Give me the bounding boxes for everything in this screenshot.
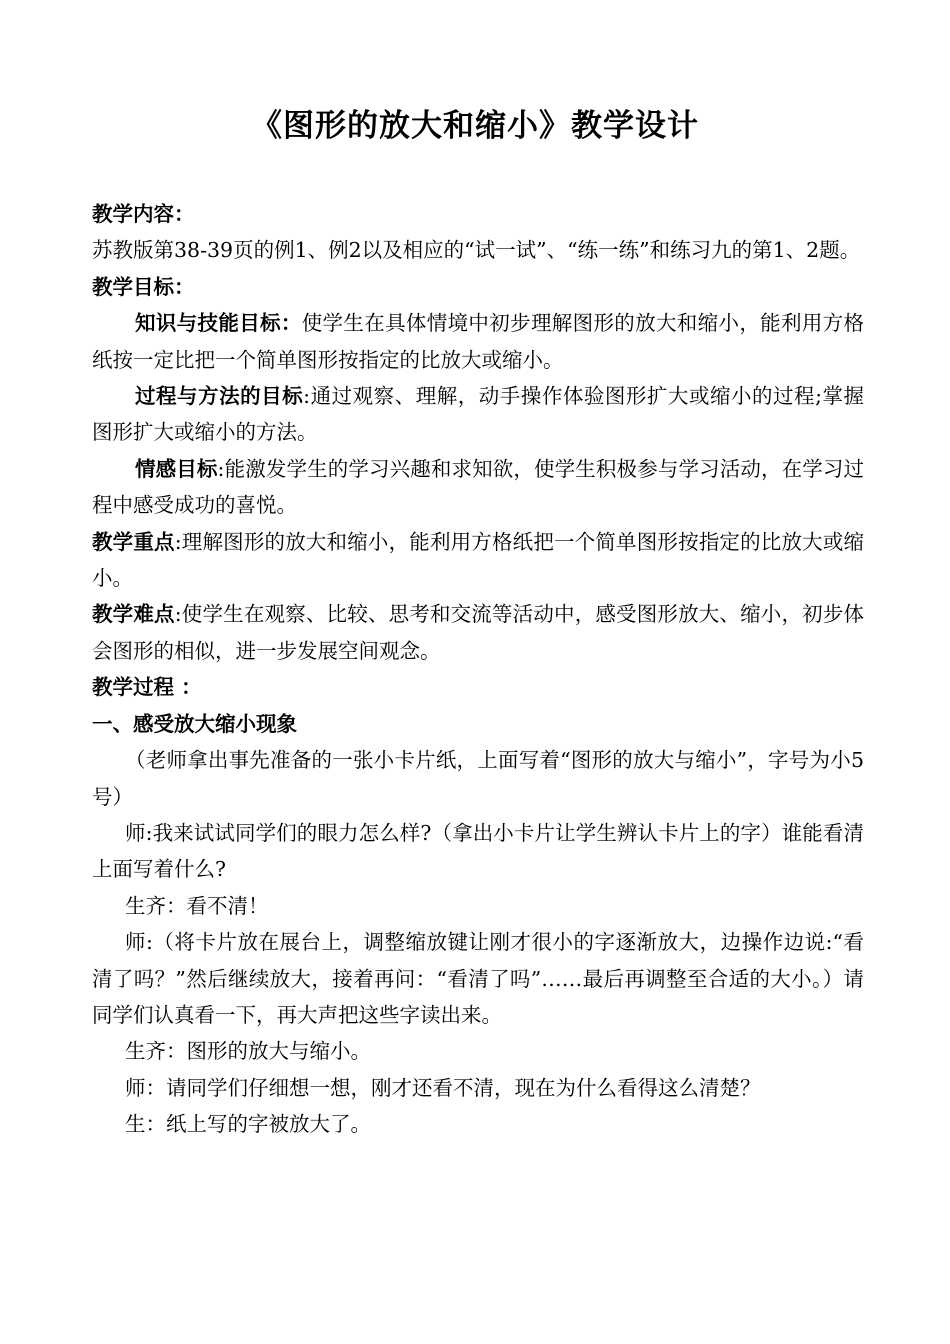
goal-knowledge-text: 使学生在具体情境中初步理解图形的放大和缩小，能利用方格纸按一定比把一个简单图形按指定的比放大或缩小。 [92,311,865,372]
process-paragraph: 生齐：图形的放大与缩小。 [125,1039,371,1064]
goal-process-label: 过程与方法的目标 [135,384,304,409]
section-1-heading: 一、感受放大缩小现象 [92,711,297,736]
difficulty [92,596,864,669]
process-paragraph: 师:（将卡片放在展台上，调整缩放键让刚才很小的字逐渐放大，边操作边说:“看清了吗？”然后继续放大，接着再问：“看清了吗”……最后再调整至合适的大小。）请同学们认真看一下，再大声把这些字读出来。 [92,930,864,1027]
key-point-text: :理解图形的放大和缩小，能利用方格纸把一个简单图形按指定的比放大或缩小。 [92,529,865,591]
goal-process-text: :通过观察、理解，动手操作体验图形扩大或缩小的过程;掌握图形扩大或缩小的方法。 [92,384,865,445]
content-heading: 教学内容： [92,202,195,226]
document-title: 《图形的放大和缩小》教学设计 [251,108,699,144]
goal-process [92,378,864,451]
difficulty-label: 教学难点 [92,602,175,627]
difficulty-text: :使学生在观察、比较、思考和交流等活动中，感受图形放大、缩小，初步体会图形的相似，进一步发展空间观念。 [92,602,865,663]
key-point [92,524,864,597]
goal-emotion-text: :能激发学生的学习兴趣和求知欲，使学生积极参与学习活动，在学习过程中感受成功的喜悦。 [92,456,865,518]
goals-heading: 教学目标： [92,274,195,299]
process-heading: 教学过程 ： [92,675,202,700]
goal-emotion [92,451,864,524]
process-paragraph: 师:我来试试同学们的眼力怎么样?（拿出小卡片让学生辨认卡片上的字）谁能看清上面写着什么? [92,820,864,882]
goal-knowledge-label: 知识与技能目标： [135,311,302,336]
process-paragraph: 生齐：看不清！ [125,893,269,918]
document-body [92,196,864,1143]
key-point-label: 教学重点 [92,529,175,554]
goal-knowledge [92,305,864,378]
process-paragraph: 生：纸上写的字被放大了。 [125,1112,371,1137]
goal-emotion-label: 情感目标 [135,456,218,481]
process-paragraph: （老师拿出事先准备的一张小卡片纸，上面写着“图形的放大与缩小”，字号为小5号） [92,748,864,809]
process-paragraph: 师：请同学们仔细想一想，刚才还看不清，现在为什么看得这么清楚？ [125,1075,761,1100]
content-text: 苏教版第38-39页的例1、例2以及相应的“试一试”、“练一练”和练习九的第1、2题。 [92,238,861,263]
